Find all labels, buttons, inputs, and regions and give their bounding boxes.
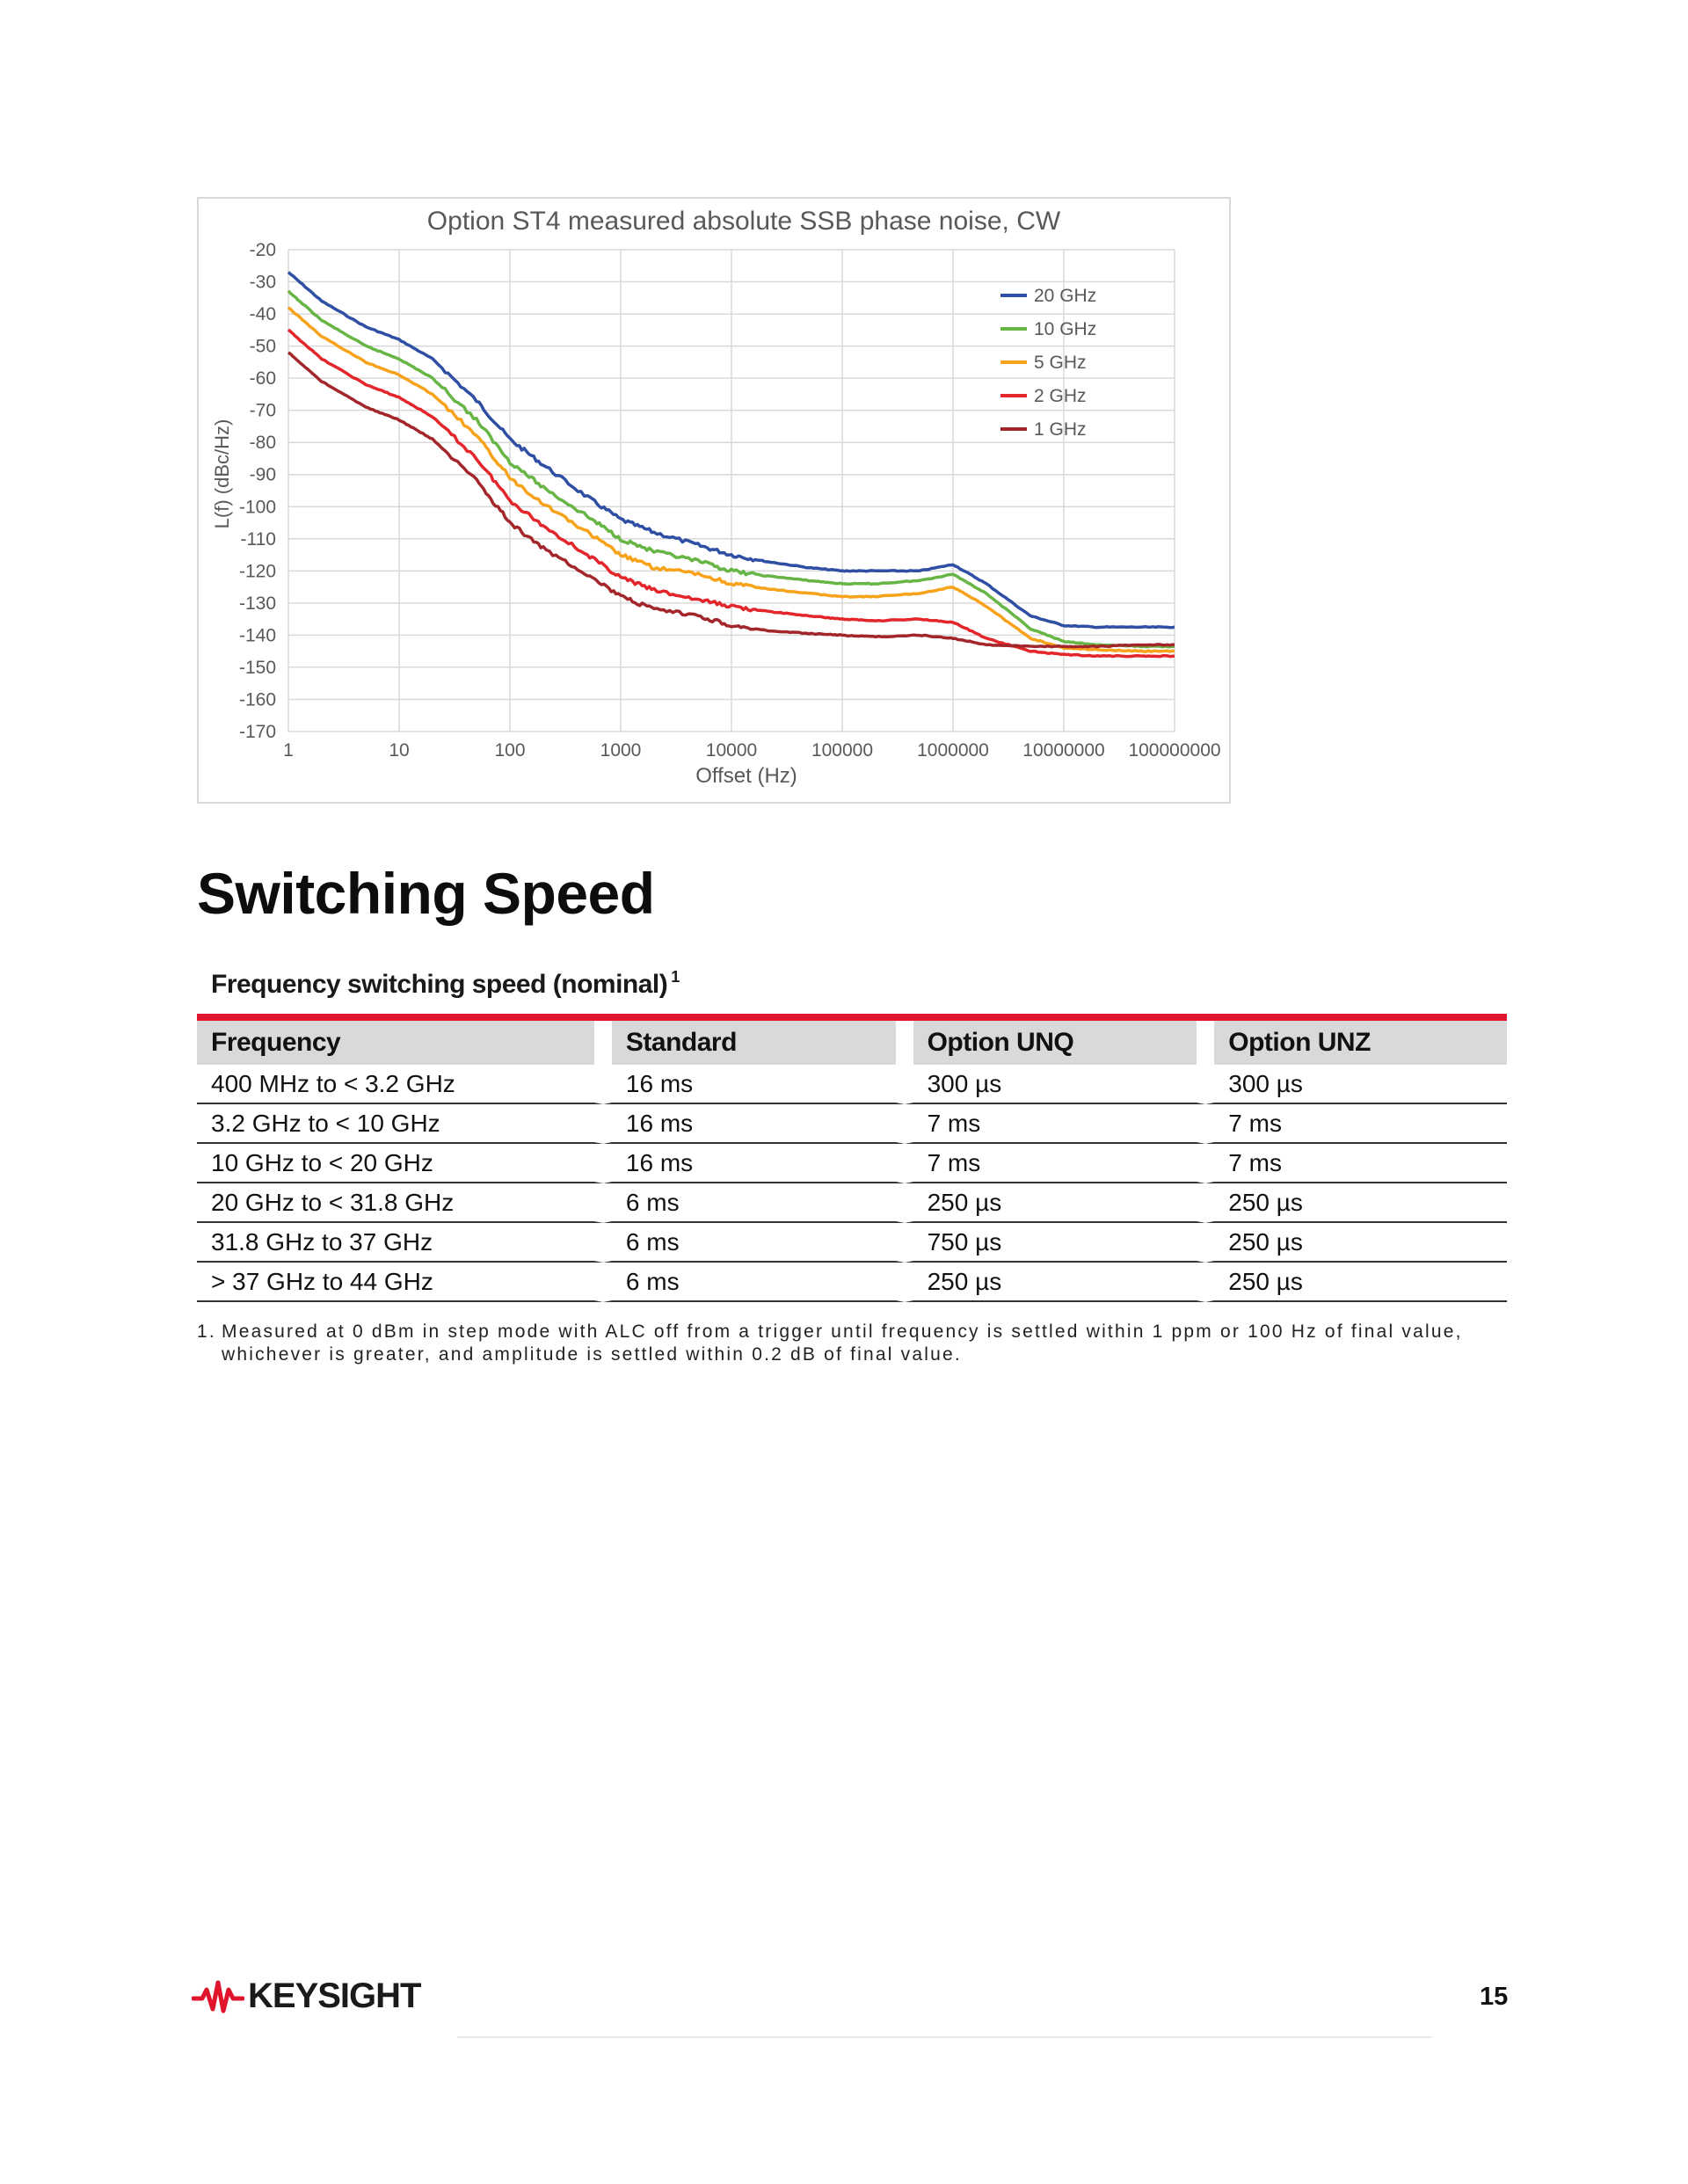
cell-standard: 6 ms — [603, 1223, 905, 1263]
x-axis-label: Offset (Hz) — [695, 764, 797, 788]
table-caption — [211, 970, 680, 1000]
cell-option-unq: 750 µs — [905, 1223, 1206, 1263]
cell-standard: 6 ms — [603, 1183, 905, 1223]
x-tick-label: 1000 — [600, 740, 642, 761]
y-tick-label: -150 — [238, 657, 276, 678]
x-tick-label: 10000 — [705, 740, 758, 761]
legend-label: 10 GHz — [1034, 319, 1097, 339]
legend-label: 1 GHz — [1034, 419, 1087, 440]
cell-frequency: 20 GHz to < 31.8 GHz — [197, 1183, 603, 1223]
table-row — [197, 1144, 1507, 1183]
logo-text: KEYSIGHT — [248, 1977, 421, 2015]
y-tick-label: -100 — [238, 497, 276, 518]
spec-table — [197, 1021, 1507, 1302]
column-header-option-unq: Option UNQ — [905, 1021, 1206, 1065]
y-tick-label: -110 — [240, 528, 276, 550]
cell-frequency: 3.2 GHz to < 10 GHz — [197, 1104, 603, 1144]
cell-frequency: > 37 GHz to 44 GHz — [197, 1263, 603, 1302]
cell-frequency: 400 MHz to < 3.2 GHz — [197, 1065, 603, 1104]
cell-option-unq: 250 µs — [905, 1183, 1206, 1223]
x-tick-label: 1 — [283, 740, 294, 761]
section-title: Switching Speed — [197, 861, 655, 926]
footnote-number: 1. — [197, 1321, 216, 1342]
table-row — [197, 1223, 1507, 1263]
y-tick-label: -120 — [238, 561, 276, 582]
cell-option-unz: 250 µs — [1205, 1263, 1507, 1302]
y-tick-label: -20 — [249, 240, 276, 260]
x-tick-label: 100000000 — [1128, 740, 1221, 761]
table-row — [197, 1065, 1507, 1104]
cell-standard: 6 ms — [603, 1263, 905, 1302]
keysight-logo — [192, 1977, 420, 2016]
y-tick-label: -170 — [238, 722, 276, 742]
y-tick-label: -130 — [238, 593, 276, 614]
cell-option-unq: 300 µs — [905, 1065, 1206, 1104]
cell-option-unq: 7 ms — [905, 1104, 1206, 1144]
footnote-line-1: Measured at 0 dBm in step mode with ALC off from a trigger until frequency is settled within 1 ppm or 100 Hz of final value, — [222, 1321, 1463, 1342]
cell-standard: 16 ms — [603, 1104, 905, 1144]
keysight-wave-icon — [192, 1977, 244, 2016]
legend-label: 5 GHz — [1034, 353, 1087, 373]
x-tick-label: 10000000 — [1022, 740, 1105, 761]
y-tick-label: -80 — [249, 433, 276, 454]
cell-option-unz: 300 µs — [1205, 1065, 1507, 1104]
y-tick-label: -50 — [249, 336, 276, 357]
y-tick-label: -40 — [249, 304, 276, 325]
footnote-marker: 1 — [671, 968, 680, 986]
chart-canvas — [199, 199, 1233, 805]
x-tick-label: 100 — [494, 740, 526, 761]
x-tick-label: 10 — [389, 740, 410, 761]
column-header-standard: Standard — [603, 1021, 905, 1065]
y-tick-label: -90 — [249, 464, 276, 485]
table-row — [197, 1183, 1507, 1223]
cell-option-unz: 7 ms — [1205, 1144, 1507, 1183]
x-tick-label: 1000000 — [917, 740, 989, 761]
y-tick-label: -160 — [238, 689, 276, 710]
column-header-frequency: Frequency — [197, 1021, 603, 1065]
y-tick-label: -30 — [249, 272, 276, 293]
phase-noise-chart — [197, 197, 1231, 804]
y-axis-label: L(f) (dBc/Hz) — [211, 419, 233, 529]
cell-option-unz: 7 ms — [1205, 1104, 1507, 1144]
cell-frequency: 10 GHz to < 20 GHz — [197, 1144, 603, 1183]
y-tick-label: -70 — [249, 400, 276, 421]
table-caption-text: Frequency switching speed (nominal) — [211, 970, 668, 999]
footer-rule — [457, 2036, 1431, 2038]
cell-standard: 16 ms — [603, 1065, 905, 1104]
table-header-row — [197, 1021, 1507, 1065]
cell-option-unq: 7 ms — [905, 1144, 1206, 1183]
cell-standard: 16 ms — [603, 1144, 905, 1183]
chart-title: Option ST4 measured absolute SSB phase noise, CW — [426, 207, 1061, 236]
footnote — [197, 1321, 1516, 1366]
x-tick-label: 100000 — [811, 740, 874, 761]
table-row — [197, 1104, 1507, 1144]
y-tick-label: -60 — [249, 368, 276, 389]
cell-frequency: 31.8 GHz to 37 GHz — [197, 1223, 603, 1263]
cell-option-unq: 250 µs — [905, 1263, 1206, 1302]
switching-speed-table — [197, 1014, 1507, 1302]
cell-option-unz: 250 µs — [1205, 1223, 1507, 1263]
page-number: 15 — [1480, 1983, 1509, 2011]
legend-label: 20 GHz — [1034, 286, 1097, 306]
column-header-option-unz: Option UNZ — [1205, 1021, 1507, 1065]
table-top-rule — [197, 1014, 1507, 1021]
footnote-line-2: whichever is greater, and amplitude is settled within 0.2 dB of final value. — [222, 1344, 962, 1365]
y-tick-label: -140 — [238, 625, 276, 646]
cell-option-unz: 250 µs — [1205, 1183, 1507, 1223]
table-row — [197, 1263, 1507, 1302]
chart-legend — [1000, 286, 1096, 440]
legend-label: 2 GHz — [1034, 386, 1087, 406]
